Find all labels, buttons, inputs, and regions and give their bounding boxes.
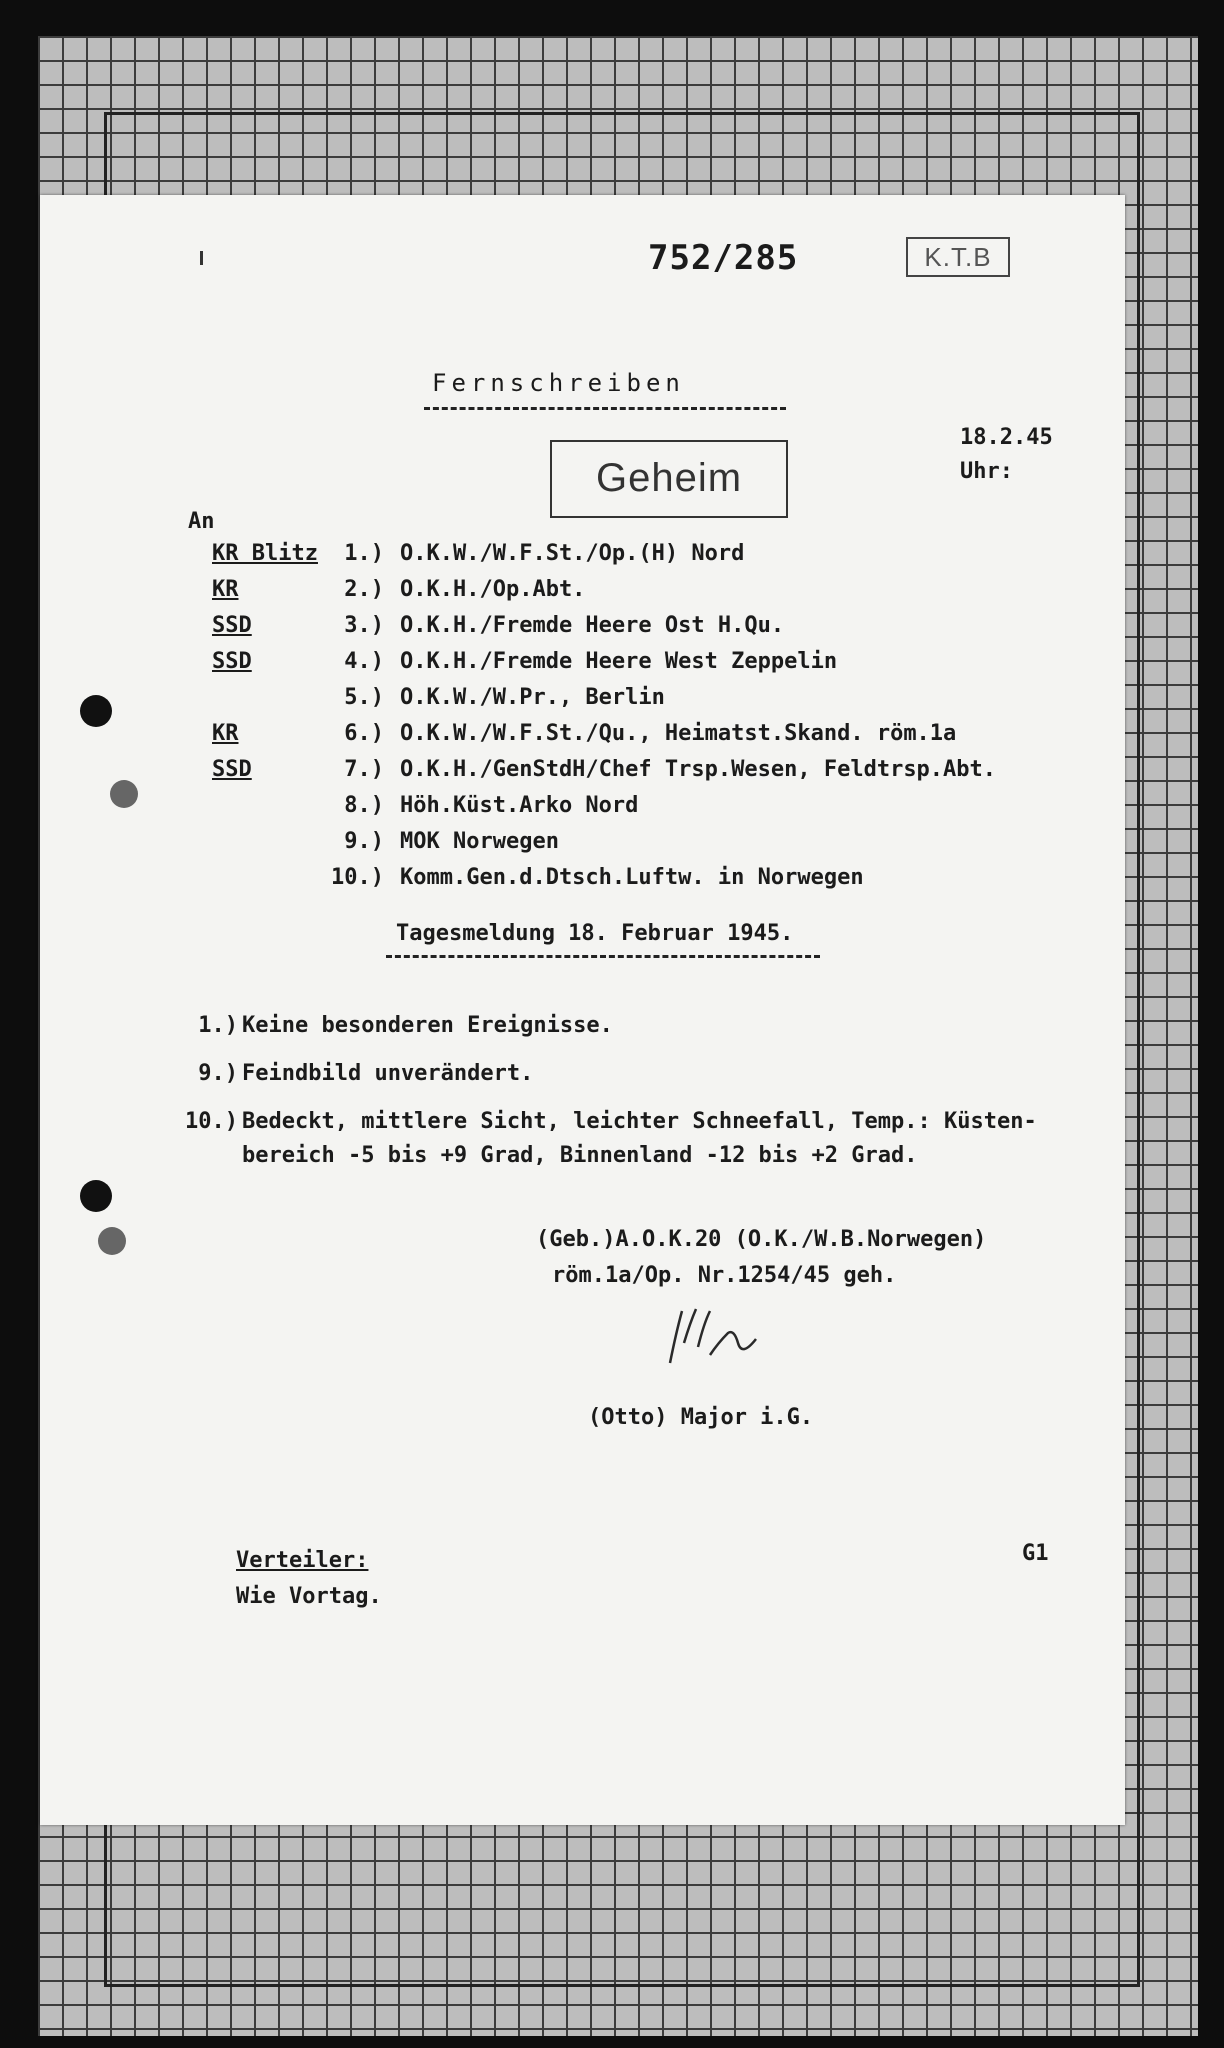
recipient-name: MOK Norwegen	[400, 829, 559, 854]
sender-unit: (Geb.)A.O.K.20 (O.K./W.B.Norwegen)	[536, 1227, 987, 1252]
recipient-number: 10.)	[331, 865, 384, 890]
recipient-name: O.K.W./W.F.St./Qu., Heimatst.Skand. röm.1a	[400, 721, 957, 746]
document-number: 752/285	[648, 238, 799, 278]
time-label: Uhr:	[960, 459, 1013, 484]
item-number: 9.)	[198, 1061, 238, 1086]
ktb-stamp: K.T.B	[906, 237, 1010, 277]
recipient-number: 7.)	[344, 757, 384, 782]
document-date: 18.2.45	[960, 425, 1053, 450]
recipient-number: 9.)	[344, 829, 384, 854]
signatory: (Otto) Major i.G.	[588, 1405, 814, 1430]
recipient-number: 1.)	[344, 541, 384, 566]
recipient-number: 2.)	[344, 577, 384, 602]
recipient-number: 8.)	[344, 793, 384, 818]
secret-stamp: Geheim	[550, 440, 788, 518]
recipient-name: O.K.H./GenStdH/Chef Trsp.Wesen, Feldtrsp.Abt.	[400, 757, 997, 782]
priority-code: KR Blitz	[212, 541, 318, 566]
recipient-name: O.K.H./Fremde Heere West Zeppelin	[400, 649, 838, 674]
item-text-continued: bereich -5 bis +9 Grad, Binnenland -12 bis +2 Grad.	[242, 1143, 918, 1168]
punch-hole-shadow	[98, 1227, 126, 1255]
recipient-number: 6.)	[344, 721, 384, 746]
item-text: Bedeckt, mittlere Sicht, leichter Schneefall, Temp.: Küsten-	[242, 1109, 1037, 1134]
punch-hole	[80, 695, 112, 727]
recipient-number: 4.)	[344, 649, 384, 674]
report-title: Tagesmeldung 18. Februar 1945.	[396, 921, 794, 946]
reference-number: röm.1a/Op. Nr.1254/45 geh.	[552, 1263, 897, 1288]
recipient-name: O.K.H./Op.Abt.	[400, 577, 586, 602]
priority-code: KR	[212, 721, 239, 746]
handwritten-signature	[660, 1303, 770, 1373]
item-number: 10.)	[185, 1109, 238, 1134]
corner-mark: G1	[1022, 1541, 1049, 1566]
recipient-number: 3.)	[344, 613, 384, 638]
priority-code: KR	[212, 577, 239, 602]
item-number: 1.)	[198, 1013, 238, 1038]
item-text: Keine besonderen Ereignisse.	[242, 1013, 613, 1038]
document-sheet	[40, 195, 1125, 1825]
tick-mark	[200, 251, 203, 265]
document-title: Fernschreiben	[432, 369, 685, 397]
recipient-name: Höh.Küst.Arko Nord	[400, 793, 639, 818]
recipient-number: 5.)	[344, 685, 384, 710]
priority-code: SSD	[212, 649, 252, 674]
recipients-label: An	[188, 509, 215, 534]
title-underline	[424, 407, 786, 410]
distribution-text: Wie Vortag.	[236, 1584, 382, 1609]
report-title-underline	[386, 955, 820, 958]
recipient-name: O.K.H./Fremde Heere Ost H.Qu.	[400, 613, 785, 638]
priority-code: SSD	[212, 757, 252, 782]
recipient-name: O.K.W./W.Pr., Berlin	[400, 685, 665, 710]
recipient-name: O.K.W./W.F.St./Op.(H) Nord	[400, 541, 745, 566]
punch-hole-shadow	[110, 780, 138, 808]
recipient-name: Komm.Gen.d.Dtsch.Luftw. in Norwegen	[400, 865, 864, 890]
punch-hole	[80, 1180, 112, 1212]
distribution-label: Verteiler:	[236, 1548, 369, 1573]
priority-code: SSD	[212, 613, 252, 638]
item-text: Feindbild unverändert.	[242, 1061, 534, 1086]
